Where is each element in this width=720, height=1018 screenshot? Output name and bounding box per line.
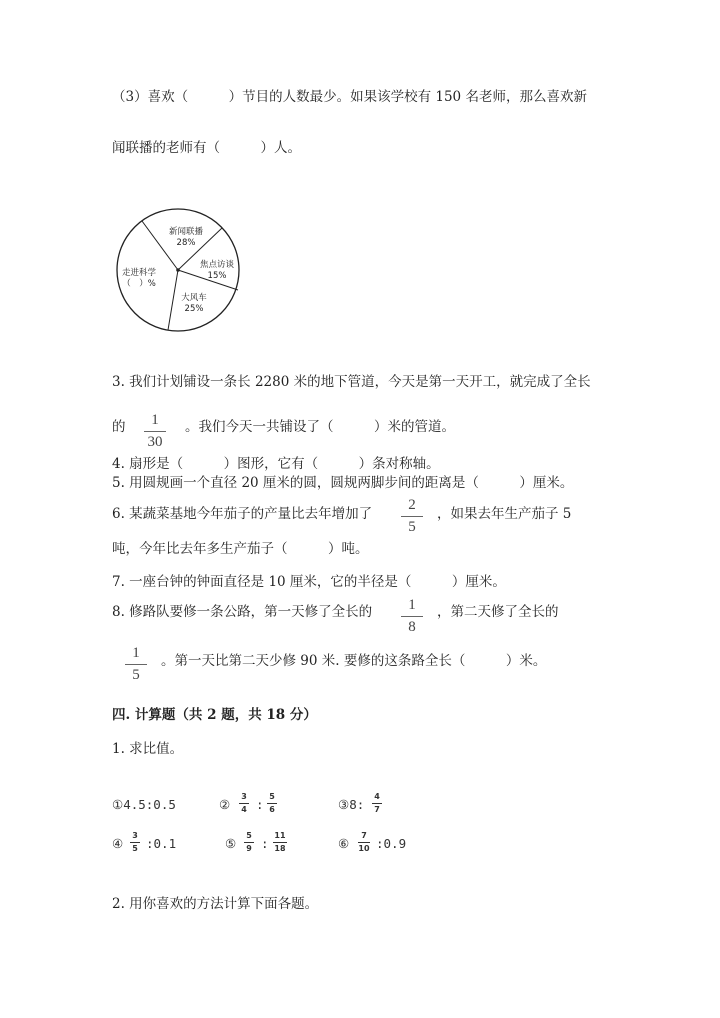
calc1-title: 1. 求比值。: [112, 741, 184, 757]
item6-frac-den: 5: [408, 519, 416, 535]
frac-num: 5: [246, 831, 252, 840]
item8-frac2-den: 5: [132, 667, 140, 683]
calc-item-1: ①4.5:0.5: [112, 797, 176, 812]
calc-item-4-frac: [128, 831, 142, 854]
slice-label-dfc: 大风车: [181, 293, 207, 303]
frac-den: 6: [269, 805, 275, 814]
item3-frac-num: 1: [151, 412, 159, 428]
item8-fraction1: [400, 597, 424, 636]
item8-frac1-den: 8: [408, 619, 416, 635]
calc-item-6-suffix: :0.9: [376, 836, 407, 851]
slice-label-zjkx: 走进科学: [121, 268, 157, 278]
item8-frac2-num: 1: [132, 645, 140, 661]
frac-den: 9: [246, 844, 252, 853]
calc-item-5-frac2: [271, 831, 289, 854]
section-title: 四. 计算题（共 2 题，共 18 分）: [112, 707, 317, 723]
slice-label-xwlb: 新闻联播: [168, 227, 204, 237]
slice-value-xwlb: 28%: [176, 238, 196, 248]
item3-post: 。我们今天一共铺设了（ ）米的管道。: [185, 419, 455, 435]
frac-num: 4: [374, 792, 380, 801]
item6-frac-num: 2: [408, 497, 416, 513]
item6-post: ，如果去年生产茄子 5: [437, 506, 572, 522]
calc-item-4-prefix: ④: [112, 836, 124, 851]
slice-value-dfc: 25%: [184, 304, 204, 314]
item8-pre: 8. 修路队要修一条公路，第一天修了全长的: [112, 604, 373, 620]
item8-fraction2: [124, 645, 148, 684]
calc-item-3-frac: [370, 792, 384, 815]
frac-num: 11: [274, 831, 286, 840]
item8-mid: ，第二天修了全长的: [437, 604, 559, 620]
frac-den: 5: [132, 844, 138, 853]
calc-item-5-prefix: ⑤: [225, 836, 237, 851]
calc-item-2-frac1: [237, 792, 251, 815]
frac-num: 7: [361, 831, 367, 840]
q3-line2: 闻联播的老师有（ ）人。: [112, 140, 301, 156]
calc-item-6-frac: [356, 831, 372, 854]
slice-value-zjkx: （ ）%: [122, 279, 156, 289]
item3-pre: 的: [112, 419, 126, 435]
frac-den: 10: [358, 844, 370, 853]
calc-item-4-suffix: :0.1: [146, 836, 177, 851]
item7: 7. 一座台钟的钟面直径是 10 厘米，它的半径是（ ）厘米。: [112, 574, 506, 590]
calc-item-2-frac2: [265, 792, 279, 815]
item6-line2: 吨，今年比去年多生产茄子（ ）吨。: [112, 541, 369, 557]
item6-fraction: [400, 497, 424, 536]
item4: 4. 扇形是（ ）图形，它有（ ）条对称轴。: [112, 456, 440, 472]
item8-frac1-num: 1: [408, 597, 416, 613]
item3-line1: 3. 我们计划铺设一条长 2280 米的地下管道，今天是第一天开工，就完成了全长: [112, 374, 591, 390]
calc-item-2-prefix: ②: [219, 797, 231, 812]
frac-den: 7: [374, 805, 380, 814]
frac-num: 3: [241, 792, 247, 801]
frac-num: 5: [269, 792, 275, 801]
item3-fraction: [143, 412, 167, 451]
frac-den: 18: [274, 844, 286, 853]
item5: 5. 用圆规画一个直径 20 厘米的圆，圆规两脚步间的距离是（ ）厘米。: [112, 475, 574, 491]
calc-item-6-prefix: ⑥: [338, 836, 350, 851]
pie-center: [176, 268, 180, 272]
frac-num: 3: [132, 831, 138, 840]
pie-chart: [101, 194, 261, 354]
slice-value-jdft: 15%: [207, 271, 227, 281]
item6-pre: 6. 某蔬菜基地今年茄子的产量比去年增加了: [112, 506, 373, 522]
calc-item-5-frac1: [242, 831, 256, 854]
calc-item-3-prefix: ③8:: [338, 797, 365, 812]
calc2-title: 2. 用你喜欢的方法计算下面各题。: [112, 896, 319, 912]
item8-post: 。第一天比第二天少修 90 米. 要修的这条路全长（ ）米。: [161, 653, 547, 669]
frac-den: 4: [241, 805, 247, 814]
q3-line1: （3）喜欢（ ）节目的人数最少。如果该学校有 150 名老师，那么喜欢新: [112, 89, 587, 105]
slice-label-jdft: 焦点访谈: [199, 260, 235, 270]
calc-item-2-sep: :: [256, 797, 264, 812]
calc-item-5-sep: :: [261, 836, 269, 851]
item3-frac-den: 30: [147, 434, 163, 450]
